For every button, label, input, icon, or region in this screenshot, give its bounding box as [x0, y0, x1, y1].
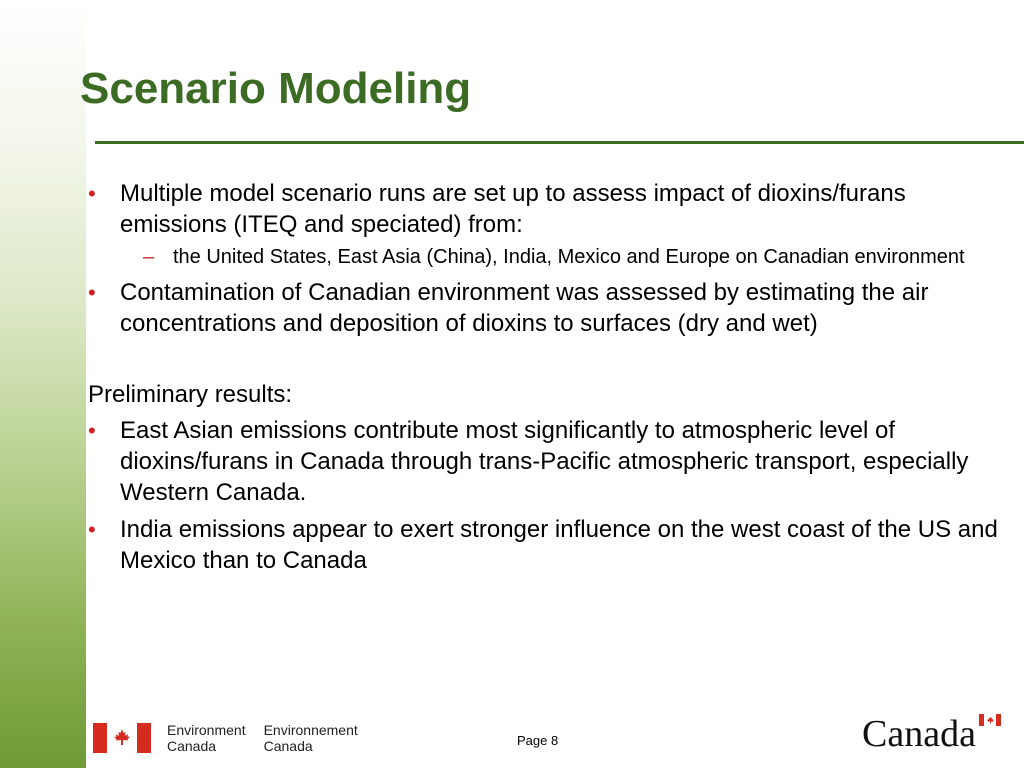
title-divider [95, 141, 1024, 144]
dept-name-english: Environment Canada [167, 722, 246, 754]
wordmark-text: Canada [862, 713, 976, 755]
canada-flag-icon [93, 723, 151, 753]
bullet-text: East Asian emissions contribute most significantly to atmospheric level of dioxins/furans in Canada through trans-Pacific atmospheric transport, especially Western Canada. [120, 417, 969, 506]
bullet-text: Multiple model scenario runs are set up to assess impact of dioxins/furans emissions (ITEQ and speciated) from: [120, 180, 906, 238]
bullet-item [88, 277, 998, 339]
bullet-icon: • [88, 418, 96, 443]
dash-icon: – [143, 246, 155, 268]
slide-title: Scenario Modeling [80, 64, 472, 113]
page-number: Page 8 [517, 733, 559, 748]
bullet-icon: • [88, 517, 96, 542]
bullet-text: Contamination of Canadian environment was assessed by estimating the air concentrations and deposition of dioxins to surfaces (dry and wet) [120, 279, 929, 337]
bullet-item [88, 514, 998, 576]
bullet-item [88, 178, 998, 240]
bullet-icon: • [88, 181, 96, 206]
side-gradient-band [0, 0, 86, 768]
preliminary-heading: Preliminary results: [88, 381, 293, 408]
canada-wordmark-logo [862, 712, 1002, 756]
bullet-item [88, 415, 998, 508]
slide-body [88, 178, 998, 576]
environment-canada-logo [93, 722, 358, 754]
dept-name-french: Environnement Canada [263, 722, 358, 754]
bullet-text: India emissions appear to exert stronger influence on the west coast of the US and Mexico than to Canada [120, 516, 998, 574]
bullet-icon: • [88, 280, 96, 305]
wordmark-flag-icon [979, 714, 1001, 726]
sub-bullet-text: the United States, East Asia (China), India, Mexico and Europe on Canadian environment [173, 246, 965, 268]
sub-bullet-item [88, 244, 998, 271]
